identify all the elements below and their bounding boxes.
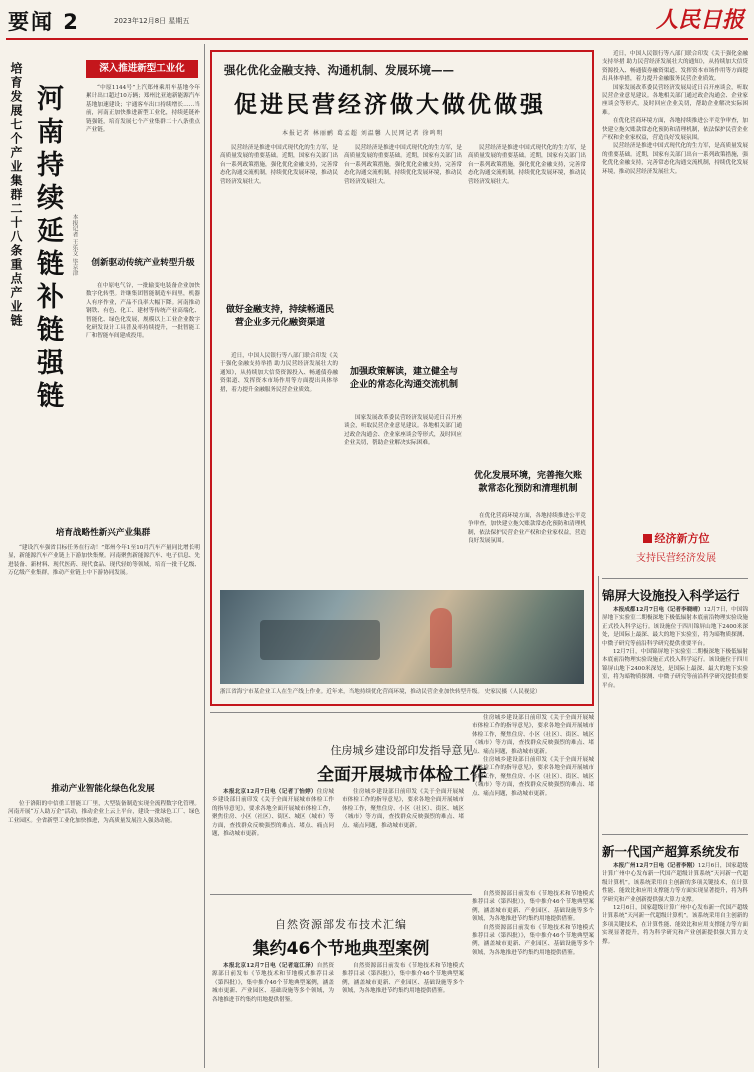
henan-section-1-title: 创新驱动传统产业转型升级 <box>91 258 195 268</box>
economy-tag-icon <box>643 534 652 543</box>
finance-continuation: 近日，中国人民银行等八部门联合印发《关于强化金融支持举措 助力民营经济发展壮大的通知》，从持续加大信贷资源投入、畅通债券融资渠道、发挥资本市场作用等方面提出具体举措，着力提升金融服务民营企业质效。 国家发展改革委民营经济发展局近日召开座谈会，听取民营企业意见建议。各地相关部门通过政企沟通会、企业家座谈会等形式，及时回应企业关切，帮助企业解决实际困难。 在优化营商环境方面，各地持续推进公平竞争审查，加快建立拖欠账款常态化预防和清理机制，依法保护民营企业产权和企业家权益，营造良好发展氛围。 民营经济是推进中国式现代化的生力军，是高质量发展的重要基础。近期，国家有关部门出台一系列政策措施，强化优化金融支持，完善常态化沟通交流机制，持续优化发展环境，推动民营经济发展壮大。 <box>602 51 748 175</box>
masthead-rule <box>6 38 748 40</box>
henan-kicker-banner <box>86 60 198 78</box>
henan-section-3-body: 位于洛阳的中信重工智能工厂里，大型装备制造实现全流程数字化管理。河南开展“万人助万企”活动，推动企业上云上平台，建设一批绿色工厂、绿色工业园区。全省新型工业化加快推进，为高质量发展注入强劲动能。 <box>8 801 200 824</box>
henan-headline: 河南持续延链补链强链 <box>32 84 63 414</box>
photo-worker-shape <box>430 608 452 668</box>
supercomputer-rule <box>602 834 748 835</box>
supercomputer-headline: 新一代国产超算系统发布 <box>602 844 740 859</box>
land-headline: 集约46个节地典型案例 <box>252 939 430 959</box>
land-body-1: 本报北京12月7日电（记者寇江泽）自然资源部日前发布《节地技术和节地模式推荐目录（第四批）》，集中推介46个节地典型案例，涵盖城市更新、产业园区、基础设施等多个领域，为各地推进节约集约用地提供借鉴。 <box>212 963 334 1003</box>
henan-subhead: 培育发展七个产业集群二十八条重点产业链 <box>9 62 23 328</box>
finance-kicker: 强化优化金融支持、沟通机制、发展环境—— <box>224 63 454 77</box>
water-rule <box>210 894 472 895</box>
finance-section-3-title: 优化发展环境，完善拖欠账款常态化预防和清理机制 <box>473 471 582 494</box>
supercomputer-byline: 本报广州12月7日电（记者李刚） <box>613 863 698 869</box>
newspaper-logo: 人民日报 <box>655 7 744 33</box>
finance-col-1: 民营经济是推进中国式现代化的生力军，是高质量发展的重要基础。近期，国家有关部门出台一系列政策措施，强化优化金融支持，完善常态化沟通交流机制，持续优化发展环境，推动民营经济发展壮大。 <box>220 145 338 185</box>
economy-tag-label-row <box>606 530 746 546</box>
economy-tag-box <box>606 530 746 570</box>
finance-section-2-body: 国家发展改革委民营经济发展局近日召开座谈会，听取民营企业意见建议。各地相关部门通过政企沟通会、企业家座谈会等形式，及时回应企业关切，帮助企业解决实际困难。 <box>344 415 462 447</box>
finance-section-3-body: 在优化营商环境方面，各地持续推进公平竞争审查，加快建立拖欠账款常态化预防和清理机制，依法保护民营企业产权和企业家权益，营造良好发展氛围。 <box>468 513 586 545</box>
jinping-rule <box>602 578 748 579</box>
finance-feature-frame <box>210 50 594 706</box>
jinping-byline: 本报成都12月7日电（记者李晓晴） <box>613 607 704 613</box>
middle-lower-rule <box>210 712 594 713</box>
masthead <box>0 0 754 38</box>
right-column-divider <box>598 576 599 1068</box>
finance-section-2-title: 加强政策解读，建立健全与企业的常态化沟通交流机制 <box>349 367 458 390</box>
finance-headline: 促进民营经济做大做优做强 <box>234 92 546 118</box>
land-body-3: 自然资源部日前发布《节地技术和节地模式推荐目录（第四批）》，集中推介46个节地典型案例，涵盖城市更新、产业园区、基础设施等多个领域，为各地推进节约集约用地提供借鉴。 自然资源部日前发布《节地技术和节地模式推荐目录（第四批）》，集中推介46个节地典型案例，涵盖城市更新、产业园区、基础设施等多个领域，为各地推进节约集约用地提供借鉴。 <box>472 891 594 956</box>
page-date: 2023年12月8日 星期五 <box>114 17 190 25</box>
page-section-label: 要闻 2 <box>8 10 80 34</box>
finance-col-2: 民营经济是推进中国式现代化的生力军，是高质量发展的重要基础。近期，国家有关部门出台一系列政策措施，强化优化金融支持，完善常态化沟通交流机制，持续优化发展环境，推动民营经济发展壮大。 <box>344 145 462 185</box>
factory-photo <box>220 590 584 684</box>
henan-intro-text: “中原1144号”上汽郑州乘用车基地今年累计出口超过10万辆；郑州比亚迪新能源汽车基地加速建设；宇通客车出口持续增长……当前，河南正加快推进新型工业化，持续延链补链强链，培育发展七个产业集群二十八条重点产业链。 <box>86 85 200 134</box>
henan-section-2-body: “建设汽车强省目标任务在行动！”郑州今年1至10月汽车产量同比增长明显，新能源汽车产业链上下游加快集聚。河南聚焦新能源汽车、电子信息、先进装备、新材料、现代医药、现代食品、现代轻纺等领域，培育一批千亿级、万亿级产业集群，推动产业链上中下游协同发展。 <box>8 545 200 577</box>
jinping-headline: 锦屏大设施投入科学运行 <box>602 588 740 603</box>
economy-tag-text: 支持民营经济发展 <box>636 553 716 564</box>
photo-machinery-shape <box>260 620 380 660</box>
economy-tag-label: 经济新方位 <box>654 532 710 545</box>
finance-section-1-body: 近日，中国人民银行等八部门联合印发《关于强化金融支持举措 助力民营经济发展壮大的通知》，从持续加大信贷资源投入、畅通债券融资渠道、发挥资本市场作用等方面提出具体举措，着力提升金融服务民营企业质效。 <box>220 353 338 393</box>
henan-article <box>6 44 202 1068</box>
photo-caption: 浙江省海宁市某企业工人在生产线上作业。近年来，当地持续优化营商环境，推动民营企业加快转型升级。 史家民摄（人民视觉） <box>220 689 541 695</box>
finance-col-3: 民营经济是推进中国式现代化的生力军，是高质量发展的重要基础。近期，国家有关部门出台一系列政策措施，强化优化金融支持，完善常态化沟通交流机制，持续优化发展环境，推动民营经济发展壮大。 <box>468 145 586 185</box>
henan-kicker: 深入推进新型工业化 <box>99 63 185 74</box>
urban-kicker: 住房城乡建设部印发指导意见 <box>330 744 474 757</box>
urban-headline: 全面开展城市体检工作 <box>317 765 487 785</box>
henan-section-2-title: 培育战略性新兴产业集群 <box>55 528 151 538</box>
urban-body-2: 住房城乡建设部日前印发《关于全面开展城市体检工作的指导意见》，要求各地全面开展城市体检工作，聚焦住房、小区（社区）、街区、城区（城市）等方面，查找群众反映强烈的难点、堵点、痛点问题，推动城市更新。 <box>342 789 464 829</box>
urban-byline: 本报北京12月7日电（记者丁怡婷） <box>223 789 317 795</box>
land-kicker: 自然资源部发布技术汇编 <box>275 918 407 931</box>
finance-byline: 本报记者 林丽鹂 葛孟超 刘温馨 人民网记者 徐鸣明 <box>282 130 444 137</box>
henan-section-3-title: 推动产业智能化绿色化发展 <box>51 784 155 794</box>
land-byline: 本报北京12月7日电（记者寇江泽） <box>223 963 317 969</box>
urban-body-3: 住房城乡建设部日前印发《关于全面开展城市体检工作的指导意见》，要求各地全面开展城市体检工作，聚焦住房、小区（社区）、街区、城区（城市）等方面，查找群众反映强烈的难点、堵点、痛点问题，推动城市更新。 住房城乡建设部日前印发《关于全面开展城市体检工作的指导意见》，要求各地全面开展城市体检工作，聚焦住房、小区（社区）、街区、城区（城市）等方面，查找群众反映强烈的难点、堵点、痛点问题，推动城市更新。 <box>472 715 594 797</box>
supercomputer-body: 本报广州12月7日电（记者李刚）12月6日，国家超级计算广州中心发布新一代国产超级计算系统“天河新一代超级计算机”。该系统采用自主创新的多项关键技术，在计算性能、能效比和应用支撑能力等方面实现显著提升，将为科学研究和产业创新提供强大算力支撑。 12月6日，国家超级计算广州中心发布新一代国产超级计算系统“天河新一代超级计算机”。该系统采用自主创新的多项关键技术，在计算性能、能效比和应用支撑能力等方面实现显著提升，将为科学研究和产业创新提供强大算力支撑。 <box>602 863 748 945</box>
henan-section-1-body: 在中原电气谷，一批输变电装备企业加快数字化转型。许继集团智能制造车间里，机器人有序作业，产品不良率大幅下降。河南推动钢铁、有色、化工、建材等传统产业高端化、智能化、绿色化发展，规模以上工业企业数字化研发设计工具普及率持续提升，一批智能工厂和智能车间建成投用。 <box>86 283 200 340</box>
henan-intro <box>86 84 200 254</box>
finance-section-1-title: 做好金融支持，持续畅通民营企业多元化融资渠道 <box>225 305 334 328</box>
henan-byline: 本报记者 王乐文 毕京津 <box>71 214 77 276</box>
left-column-divider <box>204 44 205 1068</box>
land-body-2: 自然资源部日前发布《节地技术和节地模式推荐目录（第四批）》，集中推介46个节地典型案例，涵盖城市更新、产业园区、基础设施等多个领域，为各地推进节约集约用地提供借鉴。 <box>342 963 464 995</box>
urban-body-1: 本报北京12月7日电（记者丁怡婷）住房城乡建设部日前印发《关于全面开展城市体检工作的指导意见》，要求各地全面开展城市体检工作，聚焦住房、小区（社区）、街区、城区（城市）等方面，查找群众反映强烈的难点、堵点、痛点问题，推动城市更新。 <box>212 789 334 838</box>
jinping-body: 本报成都12月7日电（记者李晓晴）12月7日，中国锦屏地下实验室二期极深地下极低辐射本底前沿物理实验设施正式投入科学运行。该设施位于四川锦屏山地下2400米深处，是国际上最深、最大的地下实验室，将为暗物质探测、中微子研究等前沿科学研究提供重要平台。 12月7日，中国锦屏地下实验室二期极深地下极低辐射本底前沿物理实验设施正式投入科学运行。该设施位于四川锦屏山地下2400米深处，是国际上最深、最大的地下实验室，将为暗物质探测、中微子研究等前沿科学研究提供重要平台。 <box>602 607 748 689</box>
